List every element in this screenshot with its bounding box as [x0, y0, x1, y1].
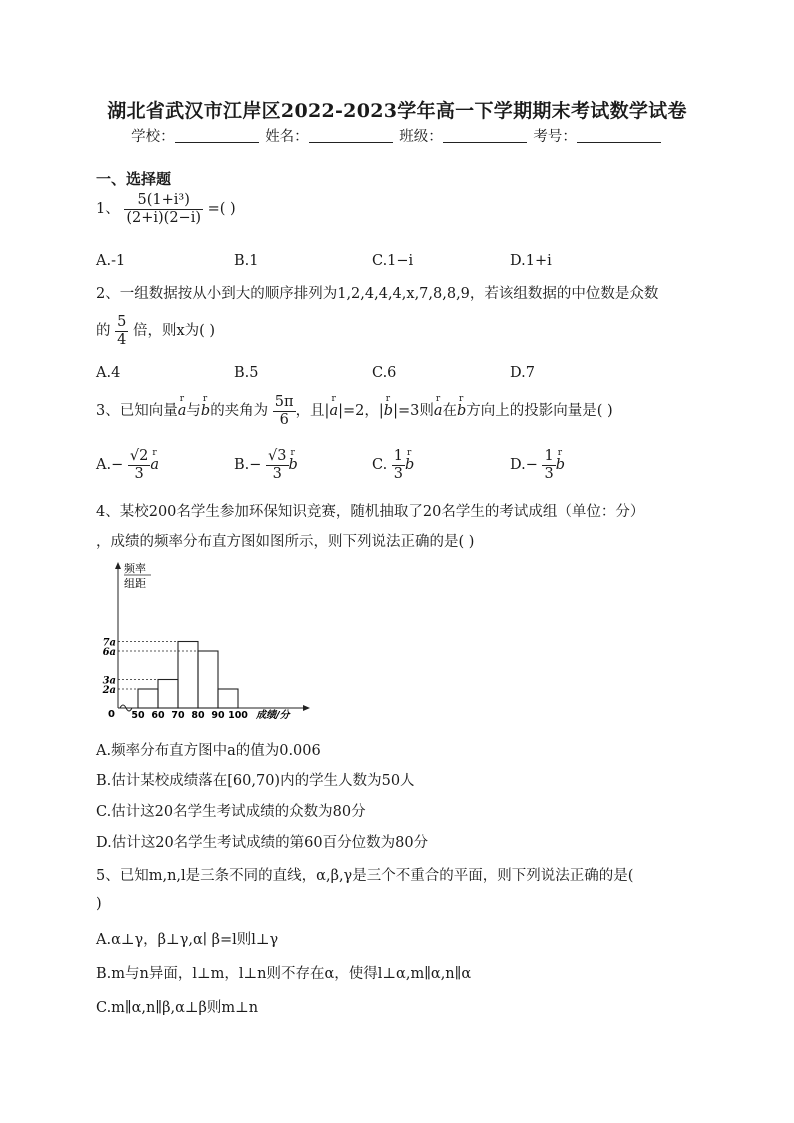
question-2-line-1: 2、一组数据按从小到大的顺序排列为1,2,4,4,4,x,7,8,8,9，若该组数据的中位数是众数: [96, 286, 659, 302]
frequency-histogram: [96, 560, 326, 725]
q4-option-b[interactable]: B.估计某校成绩落在[60,70)内的学生人数为50人: [96, 773, 415, 789]
q3-option-b[interactable]: [234, 448, 298, 482]
option-label: A.: [96, 457, 112, 474]
option-fraction: [266, 448, 288, 482]
q4-option-c[interactable]: C.估计这20名学生考试成绩的众数为80分: [96, 804, 366, 820]
x-tick-label: 80: [191, 710, 205, 721]
vector-b: r b: [556, 457, 565, 473]
page-title: 湖北省武汉市江岸区2022-2023学年高一下学期期末考试数学试卷: [107, 100, 687, 122]
y-axis-arrow: [115, 562, 121, 569]
x-axis-label: 成绩/分: [256, 710, 290, 721]
option-label: C.: [372, 457, 388, 474]
x-tick-label: 90: [211, 710, 225, 721]
question-4-line-1: 4、某校200名学生参加环保知识竞赛，随机抽取了20名学生的考试成组（单位：分）: [96, 504, 645, 520]
name-blank[interactable]: [309, 128, 393, 143]
vector-b: r b: [289, 457, 298, 473]
q2-option-c[interactable]: C.6: [372, 365, 397, 381]
fraction-denominator: 3: [272, 465, 282, 482]
q2-option-d[interactable]: D.7: [510, 365, 535, 381]
x-tick-label: 60: [151, 710, 165, 721]
q3-option-c[interactable]: [372, 448, 414, 482]
q3-text: |=3则: [393, 403, 434, 420]
q3-text: 3、已知向量: [96, 403, 178, 420]
student-info-line: [0, 125, 794, 146]
q3-text: 与: [186, 403, 201, 420]
fraction-denominator: (2+i)(2−i): [126, 209, 201, 226]
vector-b: r b: [384, 403, 393, 419]
y-axis-label-top: 频率: [124, 562, 146, 575]
fraction-numerator: 5(1+i³): [124, 192, 203, 210]
vector-a: r a: [150, 457, 159, 473]
question-2-fraction: [115, 314, 128, 348]
option-fraction: [128, 448, 150, 482]
q3-text: 在: [442, 403, 457, 420]
q1-option-c[interactable]: C.1−i: [372, 253, 414, 269]
fraction-denominator: 3: [393, 465, 404, 482]
y-tick-label: 3a: [102, 675, 116, 687]
fraction-denominator: 4: [117, 331, 127, 348]
fraction-numerator: 5π: [274, 394, 294, 410]
vector-a: r a: [329, 403, 338, 419]
exam-number-blank[interactable]: [577, 128, 661, 143]
origin-label: 0: [108, 709, 115, 720]
fraction-numerator: 1: [544, 448, 554, 464]
option-label: B.: [234, 457, 250, 474]
school-label: 学校：: [131, 129, 175, 145]
question-5-line-2: ): [96, 896, 102, 912]
question-4-line-2: ，成绩的频率分布直方图如图所示，则下列说法正确的是( ): [96, 534, 475, 550]
option-sign: −: [111, 457, 124, 474]
q3-text: 方向上的投影向量是( ): [466, 403, 613, 420]
question-3: [96, 394, 613, 428]
y-axis-label-bottom: 组距: [124, 577, 146, 590]
angle-fraction: [273, 394, 296, 428]
q3-option-a[interactable]: [96, 448, 159, 482]
y-tick-label: 7a: [102, 637, 116, 649]
q3-text: ，且|: [295, 403, 330, 420]
fraction-numerator: 1: [393, 448, 404, 464]
x-tick-label: 70: [171, 710, 185, 721]
x-tick-label: 50: [131, 710, 145, 721]
histogram-bar-4: [218, 689, 238, 708]
q2-option-a[interactable]: A.4: [96, 365, 121, 381]
question-1-number: 1、: [96, 201, 120, 218]
name-label: 姓名：: [265, 129, 309, 145]
question-1-fraction: [124, 192, 203, 226]
option-fraction: [392, 448, 405, 482]
q4-option-d[interactable]: D.估计这20名学生考试成绩的第60百分位数为80分: [96, 835, 429, 851]
q2-option-b[interactable]: B.5: [234, 365, 259, 381]
question-1: [96, 192, 236, 226]
question-1-tail: =( ): [207, 201, 236, 218]
q5-option-b[interactable]: B.m与n异面，l⊥m，l⊥n则不存在α，使得l⊥α,m∥α,n∥α: [96, 966, 472, 982]
x-axis-arrow: [303, 705, 310, 711]
option-fraction: [542, 448, 555, 482]
y-tick-label: 2a: [102, 685, 116, 696]
vector-a: r a: [178, 403, 187, 419]
q1-option-b[interactable]: B.1: [234, 253, 259, 269]
exam-number-label: 考号：: [533, 129, 577, 145]
q3-text: 的夹角为: [210, 403, 269, 420]
fraction-numerator: 5: [117, 314, 127, 330]
class-blank[interactable]: [443, 128, 527, 143]
histogram-bar-1: [158, 680, 178, 709]
section-heading: 一、选择题: [96, 170, 172, 188]
question-2-post: 倍，则x为( ): [132, 323, 216, 340]
q1-option-d[interactable]: D.1+i: [510, 253, 552, 269]
vector-a: r a: [434, 403, 443, 419]
q1-option-a[interactable]: A.-1: [96, 253, 126, 269]
x-tick-label: 100: [228, 710, 248, 721]
histogram-bar-2: [178, 642, 198, 709]
q4-option-a[interactable]: A.频率分布直方图中a的值为0.006: [96, 743, 321, 759]
question-2-line-2: [96, 314, 215, 348]
question-2-pre: 的: [96, 323, 111, 340]
option-sign: −: [525, 457, 538, 474]
q3-text: |=2，|: [338, 403, 384, 420]
histogram-bar-0: [138, 689, 158, 708]
option-sign: −: [249, 457, 262, 474]
fraction-numerator: √2: [129, 448, 149, 464]
question-5-line-1: 5、已知m,n,l是三条不同的直线，α,β,γ是三个不重合的平面，则下列说法正确的是(: [96, 868, 634, 884]
q5-option-c[interactable]: C.m∥α,n∥β,α⊥β则m⊥n: [96, 1000, 259, 1016]
y-tick-label: 6a: [102, 647, 116, 658]
vector-b: r b: [457, 403, 466, 419]
histogram-bar-3: [198, 651, 218, 708]
q3-option-d[interactable]: [510, 448, 565, 482]
q5-option-a[interactable]: A.α⊥γ，β⊥γ,α∣ β=l则l⊥γ: [96, 932, 279, 948]
option-label: D.: [510, 457, 526, 474]
fraction-denominator: 6: [279, 411, 289, 428]
school-blank[interactable]: [175, 128, 259, 143]
vector-b: r b: [405, 457, 414, 473]
fraction-numerator: √3: [268, 448, 287, 464]
vector-b: r b: [201, 403, 210, 419]
class-label: 班级：: [399, 129, 443, 145]
fraction-denominator: 3: [134, 465, 144, 482]
fraction-denominator: 3: [544, 465, 554, 482]
